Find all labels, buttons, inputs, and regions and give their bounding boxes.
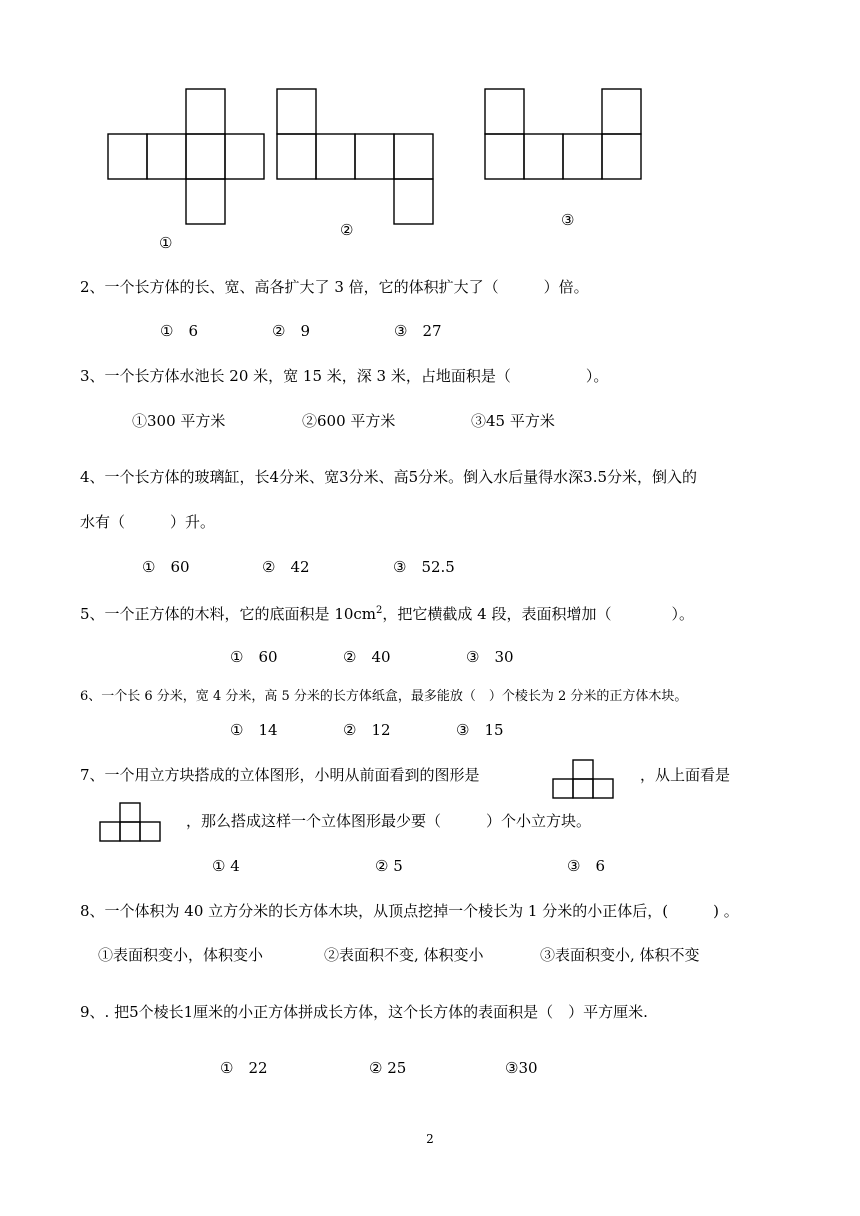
- question-8-option-1: ①表面积变小，体积变小: [98, 946, 264, 964]
- cube-net-2: [274, 86, 444, 226]
- question-3-stem: 3、一个长方体水池长 20 米，宽 15 米，深 3 米，占地面积是（ ）。: [80, 367, 609, 385]
- top-view-figure: [100, 801, 170, 843]
- question-3-option-2: ②600 平方米: [302, 412, 396, 430]
- question-7-option-1: ① 4: [212, 857, 240, 875]
- cube-net-3: [482, 86, 652, 186]
- question-8-stem: 8、一个体积为 40 立方分米的长方体木块，从顶点挖掉一个棱长为 1 分米的小正体后，( ) 。: [80, 902, 739, 920]
- question-4-stem-line-1: 4、一个长方体的玻璃缸，长4分米、宽3分米、高5分米。倒入水后量得水深3.5分米，倒入的: [80, 468, 698, 486]
- question-5-option-1: ① 60: [230, 648, 278, 666]
- question-4-option-2: ② 42: [262, 558, 310, 576]
- question-5-stem-a: 5、一个正方体的木料，它的底面积是 10cm: [80, 605, 377, 623]
- question-5-option-2: ② 40: [343, 648, 391, 666]
- question-2-option-1: ① 6: [160, 322, 198, 340]
- question-8-option-2: ②表面积不变, 体积变小: [324, 946, 484, 964]
- question-7-stem-a: 7、一个用立方块搭成的立体图形，小明从前面看到的图形是: [80, 766, 480, 784]
- question-6-stem: 6、一个长 6 分米，宽 4 分米，高 5 分米的长方体纸盒，最多能放（ ）个棱长为 2 分米的正方体木块。: [80, 689, 688, 704]
- question-3-option-1: ①300 平方米: [132, 412, 226, 430]
- question-2-option-2: ② 9: [272, 322, 310, 340]
- question-4-stem-line-2: 水有（ ）升。: [80, 513, 216, 531]
- question-9-option-1: ① 22: [220, 1059, 268, 1077]
- question-8-option-3: ③表面积变小, 体积不变: [540, 946, 700, 964]
- question-5-superscript: 2: [376, 605, 383, 616]
- question-2-stem: 2、一个长方体的长、宽、高各扩大了 3 倍，它的体积扩大了（ ）倍。: [80, 278, 589, 296]
- question-9-option-2: ② 25: [369, 1059, 407, 1077]
- net-label-2: ②: [340, 221, 354, 239]
- question-5-option-3: ③ 30: [466, 648, 514, 666]
- question-7-stem-c: ，那么搭成这样一个立体图形最少要（ ）个小立方块。: [186, 812, 592, 830]
- question-7-option-3: ③ 6: [567, 857, 605, 875]
- question-6-option-1: ① 14: [230, 721, 278, 739]
- question-5-stem: [80, 604, 694, 624]
- question-6-option-3: ③ 15: [456, 721, 504, 739]
- question-4-option-1: ① 60: [142, 558, 190, 576]
- question-4-option-3: ③ 52.5: [393, 558, 455, 576]
- page-number: 2: [426, 1132, 434, 1146]
- net-label-1: ①: [159, 234, 173, 252]
- question-5-stem-b: ，把它横截成 4 段，表面积增加（ ）。: [382, 605, 694, 623]
- cube-net-1: [105, 86, 275, 226]
- question-9-stem: 9、. 把5个棱长1厘米的小正方体拼成长方体，这个长方体的表面积是（ ）平方厘米.: [80, 1003, 648, 1021]
- question-6-option-2: ② 12: [343, 721, 391, 739]
- net-label-3: ③: [561, 211, 575, 229]
- question-7-option-2: ② 5: [375, 857, 403, 875]
- front-view-figure: [552, 758, 642, 800]
- question-7-stem-b: ，从上面看是: [640, 766, 731, 784]
- question-3-option-3: ③45 平方米: [471, 412, 555, 430]
- question-2-option-3: ③ 27: [394, 322, 442, 340]
- question-9-option-3: ③30: [505, 1059, 538, 1077]
